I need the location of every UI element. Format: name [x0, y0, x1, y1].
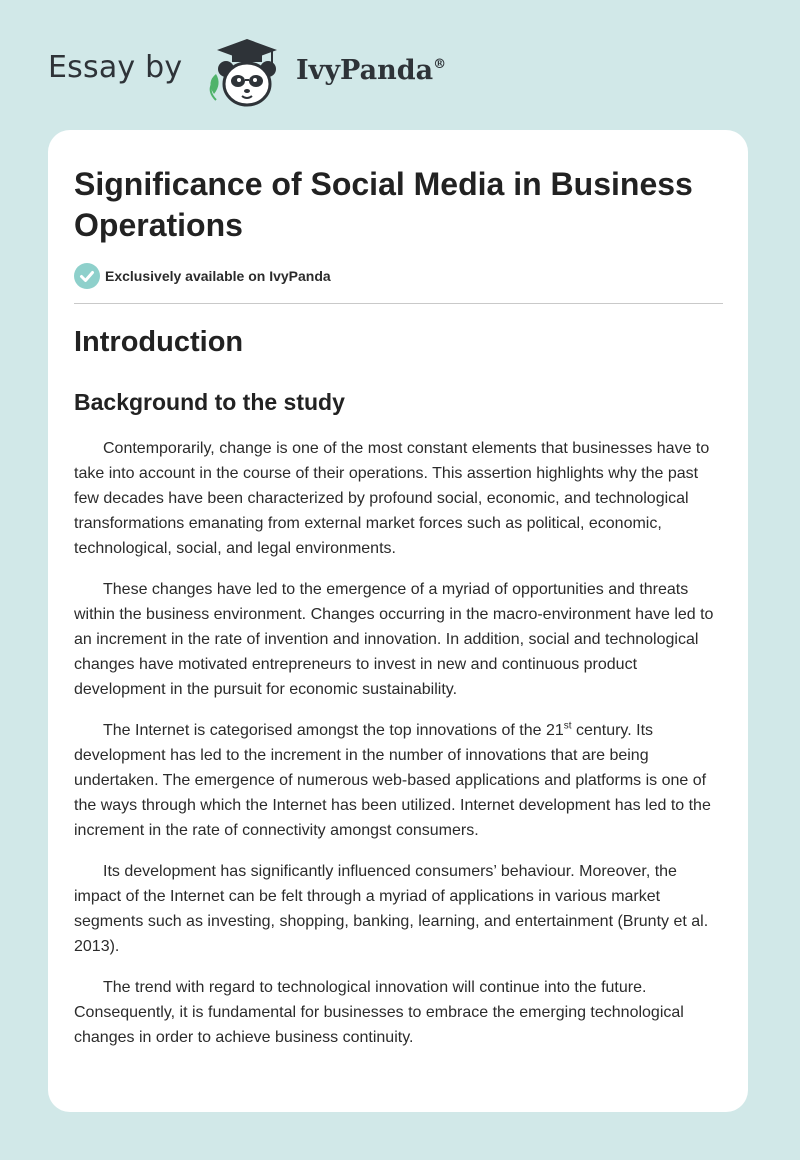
essay-card — [48, 130, 748, 1112]
subsection-heading: Background to the study — [74, 389, 345, 415]
essay-by-label: Essay by — [48, 50, 183, 85]
checkmark-icon — [74, 263, 100, 289]
panda-graduate-logo-icon[interactable] — [202, 34, 292, 114]
paragraph: Its development has significantly influenced consumers’ behaviour. Moreover, the impact of the Internet can be felt through a myriad of applications in various market segments such as investing, shopping, banking, learning, and entertainment (Brunty et al. 2013). — [74, 863, 709, 955]
divider — [74, 303, 723, 304]
site-header — [48, 34, 488, 114]
brand-name[interactable] — [296, 55, 446, 86]
paragraph-internet — [74, 718, 724, 843]
paragraph: These changes have led to the emergence of a myriad of opportunities and threats within the business environment. Changes occurring in the macro-environment have led to an increment in the rate of invention and innovation. In addition, social and technological changes have motivated entrepreneurs to invest in new and continuous product development in the pursuit for economic sustainability. — [74, 581, 714, 698]
superscript: st — [563, 720, 572, 732]
paragraph-text: The Internet is categorised amongst the top innovations of the 21 — [103, 722, 564, 739]
paragraph-text: century. Its development has led to the increment in the number of innovations that are being undertaken. The emergence of numerous web-based applications and platforms is one of the ways through which the Internet has been utilized. Internet development has led to the increment in the rate of connectivity amongst consumers. — [74, 722, 711, 839]
essay-body — [74, 436, 724, 1066]
paragraph: The trend with regard to technological innovation will continue into the future. Consequently, it is fundamental for businesses to embrace the emerging technological changes in order to achieve business continuity. — [74, 979, 684, 1046]
registered-mark: ® — [433, 57, 447, 72]
paragraph: Contemporarily, change is one of the most constant elements that businesses have to take into account in the course of their operations. This assertion highlights why the past few decades have been characterized by profound social, economic, and technological transformations emanating from external market forces such as political, economic, technological, social, and legal environments. — [74, 440, 710, 557]
exclusive-badge-label: Exclusively available on IvyPanda — [105, 268, 331, 284]
exclusive-badge — [74, 263, 474, 291]
brand-text: IvyPanda — [296, 55, 434, 86]
section-heading: Introduction — [74, 326, 244, 358]
essay-title: Significance of Social Media in Business Operations — [74, 166, 693, 243]
